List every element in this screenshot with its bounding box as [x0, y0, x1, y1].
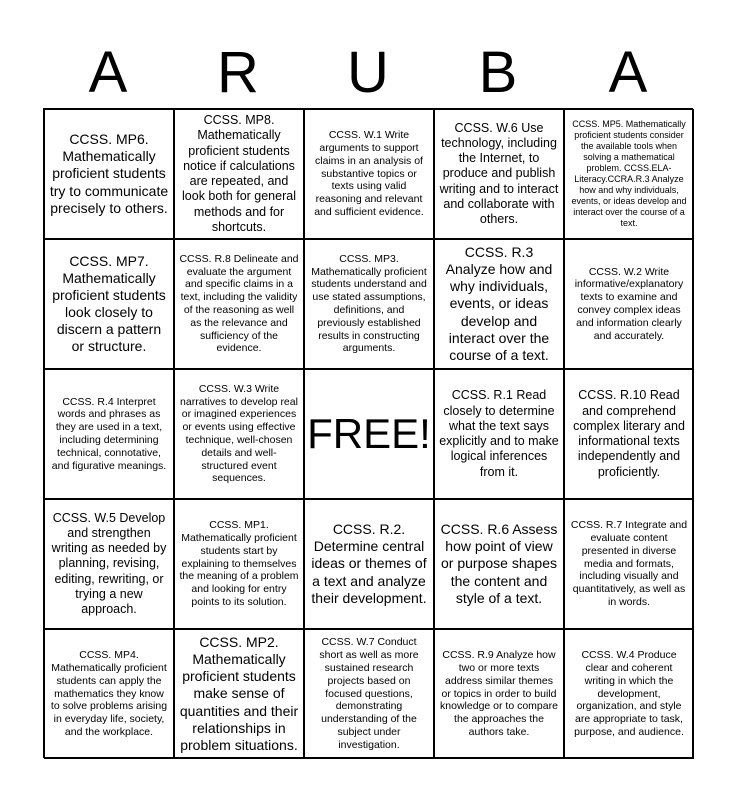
- cell-text: CCSS. MP8. Mathematically proficient students notice if calculations are repeated, and look both for general methods and for shortcuts.: [182, 113, 296, 234]
- cell-text: CCSS. W.1 Write arguments to support claims in an analysis of substantive topics or texts using valid reasoning and relevant and sufficient evidence.: [314, 129, 424, 218]
- bingo-header: [43, 40, 693, 106]
- bingo-cell-r5-c2[interactable]: [174, 629, 304, 759]
- cell-text: CCSS. R.8 Delineate and evaluate the argument and specific claims in a text, including the validity of the reasoning as well as the relevance and sufficiency of the evidence.: [179, 252, 299, 355]
- free-space-label: FREE!: [307, 410, 431, 457]
- header-letter-2: R: [217, 40, 259, 105]
- cell-text: CCSS. R.1 Read closely to determine what the text says explicitly and to make logical inferences from it.: [439, 388, 559, 479]
- cell-text: CCSS. W.4 Produce clear and coherent writing in which the development, organization, and style are appropriate to task, purpose, and audience.: [574, 649, 684, 738]
- bingo-cell-r4-c3[interactable]: [304, 499, 434, 629]
- cell-text: CCSS. W.2 Write informative/explanatory texts to examine and convey complex ideas and information clearly and accurately.: [574, 265, 684, 342]
- header-letter-5: A: [608, 40, 648, 105]
- bingo-cell-r1-c3[interactable]: [304, 109, 434, 239]
- cell-text: CCSS. W.3 Write narratives to develop real or imagined experiences or events using effective technique, well-chosen details and well-structured event sequences.: [180, 382, 298, 485]
- bingo-cell-r2-c2[interactable]: [174, 239, 304, 369]
- cell-text: CCSS. R.4 Interpret words and phrases as they are used in a text, including determining technical, connotative, and figurative meanings.: [51, 395, 167, 472]
- bingo-cell-r5-c5[interactable]: [564, 629, 694, 759]
- cell-text: CCSS. MP7. Mathematically proficient students look closely to discern a pattern or structure.: [52, 252, 166, 355]
- bingo-cell-r2-c4[interactable]: [434, 239, 564, 369]
- header-letter-4: B: [478, 40, 518, 105]
- bingo-cell-r5-c4[interactable]: [434, 629, 564, 759]
- bingo-cell-r4-c5[interactable]: [564, 499, 694, 629]
- cell-text: CCSS. R.3 Analyze how and why individuals, events, or ideas develop and interact over the course of a text.: [445, 244, 553, 363]
- bingo-cell-r1-c2[interactable]: [174, 109, 304, 239]
- cell-text: CCSS. MP4. Mathematically proficient students can apply the mathematics they know to solve problems arising in everyday life, society, and the workplace.: [50, 649, 168, 738]
- header-letter-3: U: [347, 40, 389, 105]
- cell-text: CCSS. MP6. Mathematically proficient students try to communicate precisely to others.: [49, 131, 169, 216]
- bingo-cell-r5-c1[interactable]: [44, 629, 174, 759]
- bingo-cell-r4-c1[interactable]: [44, 499, 174, 629]
- bingo-cell-r4-c2[interactable]: [174, 499, 304, 629]
- bingo-cell-r3-c4[interactable]: [434, 369, 564, 499]
- cell-text: CCSS. W.7 Conduct short as well as more sustained research projects based on focused questions, demonstrating understanding of the subject under investigation.: [319, 636, 419, 751]
- cell-text: CCSS. R.9 Analyze how two or more texts address similar themes or topics in order to build knowledge or to compare the approaches the authors take.: [440, 649, 558, 738]
- bingo-cell-r1-c4[interactable]: [434, 109, 564, 239]
- bingo-board: [43, 108, 693, 758]
- cell-text: CCSS. W.5 Develop and strengthen writing as needed by planning, revising, editing, rewriting, or trying a new approach.: [51, 510, 167, 617]
- cell-text: CCSS. R.6 Assess how point of view or purpose shapes the content and style of a text.: [440, 521, 558, 606]
- cell-text: CCSS. R.2. Determine central ideas or themes of a text and analyze their development.: [311, 521, 427, 606]
- bingo-cell-r1-c5[interactable]: [564, 109, 694, 239]
- bingo-cell-r2-c3[interactable]: [304, 239, 434, 369]
- cell-text: CCSS. MP2. Mathematically proficient students make sense of quantities and their relationships in problem situations.: [179, 634, 299, 753]
- header-letter-1: A: [88, 40, 128, 105]
- bingo-cell-r3-c1[interactable]: [44, 369, 174, 499]
- bingo-cell-r3-c2[interactable]: [174, 369, 304, 499]
- bingo-cell-r1-c1[interactable]: [44, 109, 174, 239]
- cell-text: CCSS. MP1. Mathematically proficient students start by explaining to themselves the meaning of a problem and looking for entry points to its solution.: [179, 519, 299, 608]
- bingo-cell-r2-c5[interactable]: [564, 239, 694, 369]
- cell-text: CCSS. R.10 Read and comprehend complex literary and informational texts independently and proficiently.: [573, 388, 685, 479]
- cell-text: CCSS. W.6 Use technology, including the Internet, to produce and publish writing and to interact and collaborate with others.: [439, 120, 559, 227]
- cell-text: CCSS. MP5. Mathematically proficient students consider the available tools when solving a mathematical problem. CCSS.ELA-Literacy.CCRA.R.3 Analyze how and why individuals, events, or ideas develop and interact over the course of a text.: [571, 119, 687, 228]
- free-space[interactable]: [304, 369, 434, 499]
- cell-text: CCSS. MP3. Mathematically proficient students understand and use stated assumptions, definitions, and previously established results in constructing arguments.: [311, 252, 427, 355]
- bingo-cell-r5-c3[interactable]: [304, 629, 434, 759]
- bingo-cell-r4-c4[interactable]: [434, 499, 564, 629]
- bingo-cell-r2-c1[interactable]: [44, 239, 174, 369]
- bingo-cell-r3-c5[interactable]: [564, 369, 694, 499]
- cell-text: CCSS. R.7 Integrate and evaluate content presented in diverse media and formats, including visually and quantitatively, as well as in words.: [570, 519, 688, 608]
